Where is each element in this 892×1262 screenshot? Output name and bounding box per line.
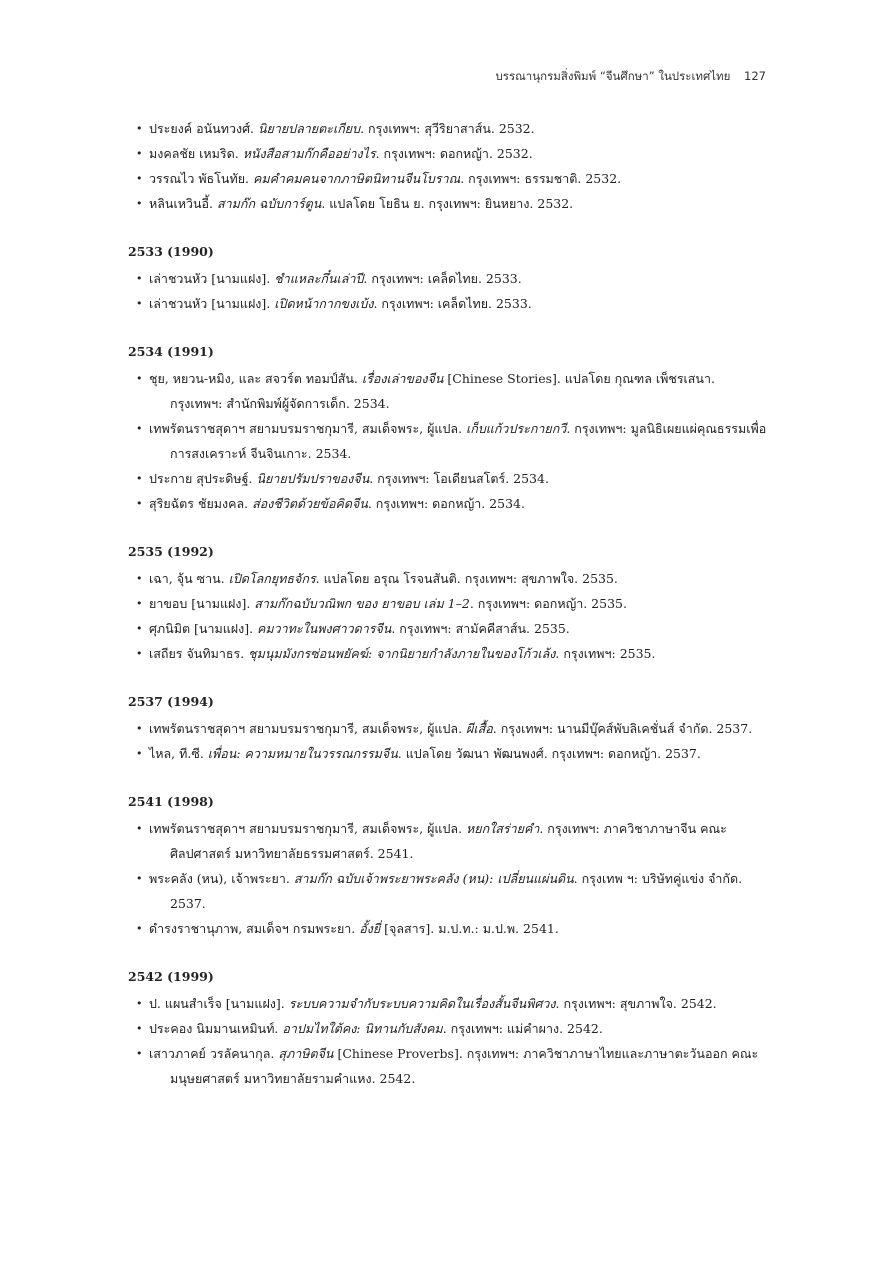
year-heading: 2534 (1991)	[128, 344, 214, 359]
year-heading: 2533 (1990)	[128, 244, 214, 259]
bibliography-body	[128, 116, 768, 1117]
bibliography-section	[128, 542, 768, 666]
bibliography-entry: • ประคอง นิมมานเหมินท์. อาปมไทใต้คง: นิทานกับสังคม. กรุงเทพฯ: แม่คำผาง. 2542.	[128, 1016, 768, 1041]
entry-list	[128, 991, 768, 1091]
bibliography-entry: • เล่าชวนหัว [นามแฝง]. ชำแหละกึ๋นเล่าปี. กรุงเทพฯ: เคล็ดไทย. 2533.	[128, 266, 768, 291]
entry-list	[128, 366, 768, 516]
bibliography-section	[128, 342, 768, 516]
page-header	[495, 68, 766, 86]
bibliography-entry: • สุริยฉัตร ชัยมงคล. ส่องชีวิตด้วยข้อคิดจีน. กรุงเทพฯ: ดอกหญ้า. 2534.	[128, 491, 768, 516]
entry-list	[128, 266, 768, 316]
bibliography-entry: • พระคลัง (หน), เจ้าพระยา. สามก๊ก ฉบับเจ้าพระยาพระคลัง (หน): เปลี่ยนแผ่นดิน. กรุงเทพ ฯ: บริษัทคู่แข่ง จำกัด. 2537.	[128, 866, 768, 916]
bibliography-entry: • วรรณไว พัธโนทัย. คมคำคมคนจากภาษิตนิทานจีนโบราณ. กรุงเทพฯ: ธรรมชาติ. 2532.	[128, 166, 768, 191]
bibliography-entry: • เล่าชวนหัว [นามแฝง]. เปิดหน้ากากขงเบ้ง. กรุงเทพฯ: เคล็ดไทย. 2533.	[128, 291, 768, 316]
bibliography-entry: • มงคลชัย เหมริด. หนังสือสามก๊กคืออย่างไร. กรุงเทพฯ: ดอกหญ้า. 2532.	[128, 141, 768, 166]
bibliography-entry: • ศุภนิมิต [นามแฝง]. คมวาทะในพงศาวดารจีน. กรุงเทพฯ: สามัคคีสาส์น. 2535.	[128, 616, 768, 641]
bibliography-entry: • ยาขอบ [นามแฝง]. สามก๊กฉบับวณิพก ของ ยาขอบ เล่ม 1–2. กรุงเทพฯ: ดอกหญ้า. 2535.	[128, 591, 768, 616]
bibliography-section	[128, 792, 768, 941]
bibliography-entry: • เฉา, จุ้น ซาน. เปิดโลกยุทธจักร. แปลโดย อรุณ โรจนสันติ. กรุงเทพฯ: สุขภาพใจ. 2535.	[128, 566, 768, 591]
bibliography-entry: • เทพรัตนราชสุดาฯ สยามบรมราชกุมารี, สมเด็จพระ, ผู้แปล. หยกใสร่ายคำ. กรุงเทพฯ: ภาควิชาภาษาจีน คณะศิลปศาสตร์ มหาวิทยาลัยธรรมศาสตร์. 2541.	[128, 816, 768, 866]
bibliography-entry: • ไหล, ที.ซี. เพื่อน: ความหมายในวรรณกรรมจีน. แปลโดย วัฒนา พัฒนพงศ์. กรุงเทพฯ: ดอกหญ้า. 2537.	[128, 741, 768, 766]
bibliography-section	[128, 116, 768, 216]
bibliography-entry: • เสาวภาคย์ วรลัคนากุล. สุภาษิตจีน [Chinese Proverbs]. กรุงเทพฯ: ภาควิชาภาษาไทยและภาษาตะวันออก คณะมนุษยศาสตร์ มหาวิทยาลัยรามคำแหง. 2542.	[128, 1041, 768, 1091]
year-heading: 2537 (1994)	[128, 694, 214, 709]
bibliography-section	[128, 967, 768, 1091]
bibliography-entry: • ประยงค์ อนันทวงศ์. นิยายปลายตะเกียบ. กรุงเทพฯ: สุวีริยาสาส์น. 2532.	[128, 116, 768, 141]
bibliography-entry: • เทพรัตนราชสุดาฯ สยามบรมราชกุมารี, สมเด็จพระ, ผู้แปล. ผีเสื้อ. กรุงเทพฯ: นานมีบุ๊คส์พับลิเคชั่นส์ จำกัด. 2537.	[128, 716, 768, 741]
bibliography-entry: • ชุย, หยวน-หมิง, และ สจวร์ต ทอมป์สัน. เรื่องเล่าของจีน [Chinese Stories]. แปลโดย กุณฑล เพ็ชรเสนา. กรุงเทพฯ: สำนักพิมพ์ผู้จัดการเด็ก. 2534.	[128, 366, 768, 416]
bibliography-section	[128, 692, 768, 766]
entry-list	[128, 566, 768, 666]
running-title: บรรณานุกรมสิ่งพิมพ์ “จีนศึกษา” ในประเทศไทย	[495, 69, 731, 83]
bibliography-section	[128, 242, 768, 316]
year-heading: 2541 (1998)	[128, 794, 214, 809]
year-heading: 2542 (1999)	[128, 969, 214, 984]
year-heading: 2535 (1992)	[128, 544, 214, 559]
page-number: 127	[744, 69, 766, 83]
entry-list	[128, 116, 768, 216]
bibliography-entry: • เสถียร จันทิมาธร. ชุมนุมมังกรซ่อนพยัคฆ์: จากนิยายกำลังภายในของโก้วเล้ง. กรุงเทพฯ: 2535.	[128, 641, 768, 666]
bibliography-entry: • ดำรงราชานุภาพ, สมเด็จฯ กรมพระยา. อั้งยี่ [จุลสาร]. ม.ป.ท.: ม.ป.พ. 2541.	[128, 916, 768, 941]
entry-list	[128, 716, 768, 766]
entry-list	[128, 816, 768, 941]
bibliography-entry: • หลินเหวินอี้. สามก๊ก ฉบับการ์ตูน. แปลโดย โยธิน ย. กรุงเทพฯ: ยินหยาง. 2532.	[128, 191, 768, 216]
bibliography-entry: • ป. แผนสำเร็จ [นามแฝง]. ระบบความจำกับระบบความคิดในเรื่องสั้นจีนพิศวง. กรุงเทพฯ: สุขภาพใจ. 2542.	[128, 991, 768, 1016]
bibliography-entry: • ประกาย สุประดิษฐ์. นิยายปรัมปราของจีน. กรุงเทพฯ: โอเดียนสโตร์. 2534.	[128, 466, 768, 491]
bibliography-entry: • เทพรัตนราชสุดาฯ สยามบรมราชกุมารี, สมเด็จพระ, ผู้แปล. เก็บแก้วประกายกวี. กรุงเทพฯ: มูลนิธิเผยแผ่คุณธรรมเพื่อการสงเคราะห์ จีนจินเกาะ. 2534.	[128, 416, 768, 466]
